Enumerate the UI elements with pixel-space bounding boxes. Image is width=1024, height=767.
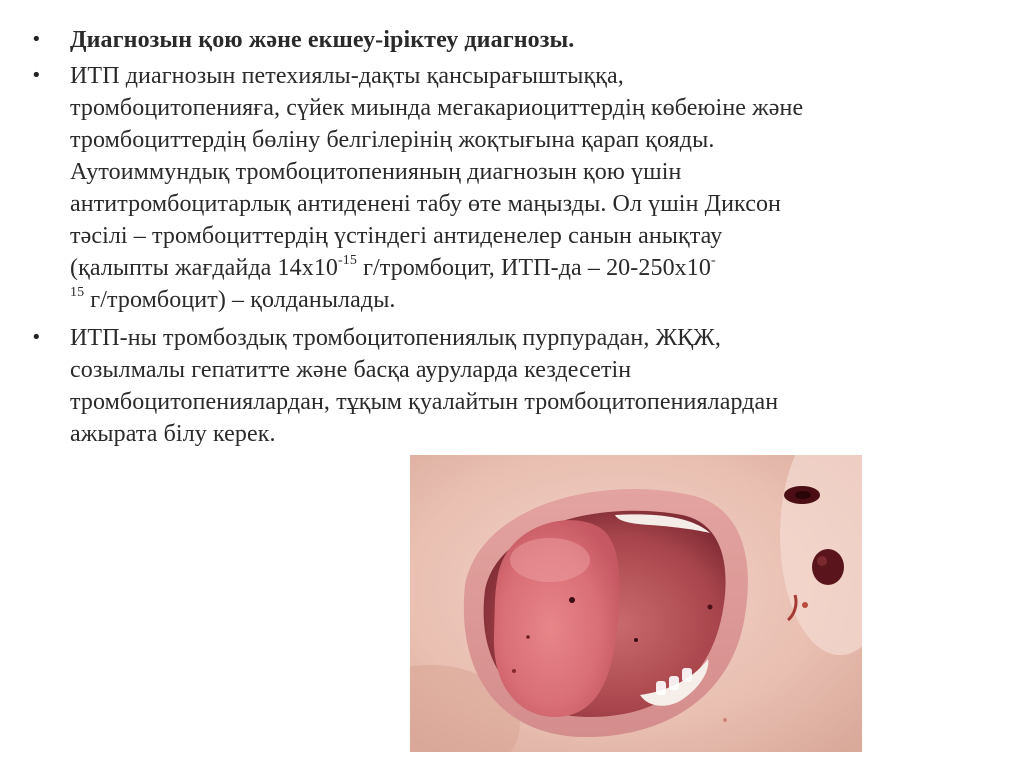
text-line: (қалыпты жағдайда 14х10: [70, 255, 339, 281]
bullet-list: [28, 24, 908, 456]
text-line: ИТП диагнозын петехиялы-дақты қансырағыштыққа,: [70, 63, 624, 89]
open-mouth-photo-icon: [410, 455, 862, 752]
text-line: тромбоцитопенияға, сүйек миында мегакариоциттердің көбеюіне және: [70, 95, 804, 121]
text-line: Аутоиммундық тромбоцитопенияның диагнозын қою үшін: [70, 159, 682, 185]
text-line: ИТП-ны тромбоздық тромбоцитопениялық пурпурадан, ЖҚЖ,: [70, 325, 721, 351]
exponent: -: [710, 253, 716, 268]
bullet-dot-icon: •: [31, 29, 42, 50]
bullet-text: Диагнозын қою және екшеу-іріктеу диагнозы.: [70, 27, 575, 53]
bullet-item-heading: [28, 24, 908, 56]
text-line: созылмалы гепатитте және басқа ауруларда кездесетін: [70, 357, 632, 383]
bullet-dot-icon: •: [31, 327, 42, 348]
text-line: тромбоцитопениялардан, тұқым қуалайтын тромбоцитопениялардан: [70, 389, 779, 415]
bullet-dot-icon: •: [31, 65, 42, 86]
text-line: антитромбоцитарлық антиденені табу өте маңызды. Ол үшін Диксон: [70, 191, 781, 217]
text-line: г/тромбоцит) – қолданылады.: [84, 287, 396, 313]
text-line: г/тромбоцит, ИТП-да – 20-250х10: [357, 255, 711, 281]
text-line: ажырата білу керек.: [70, 421, 276, 447]
text-line: тромбоциттердің бөліну белгілерінің жоқтығына қарап қояды.: [70, 127, 715, 153]
bullet-item-diagnosis: [28, 60, 908, 316]
text-line: тәсілі – тромбоциттердің үстіндегі антиденелер санын анықтау: [70, 223, 723, 249]
exponent: -15: [338, 253, 357, 268]
exponent: 15: [70, 285, 85, 300]
bullet-item-differential: [28, 322, 908, 450]
clinical-photo: [410, 455, 862, 752]
